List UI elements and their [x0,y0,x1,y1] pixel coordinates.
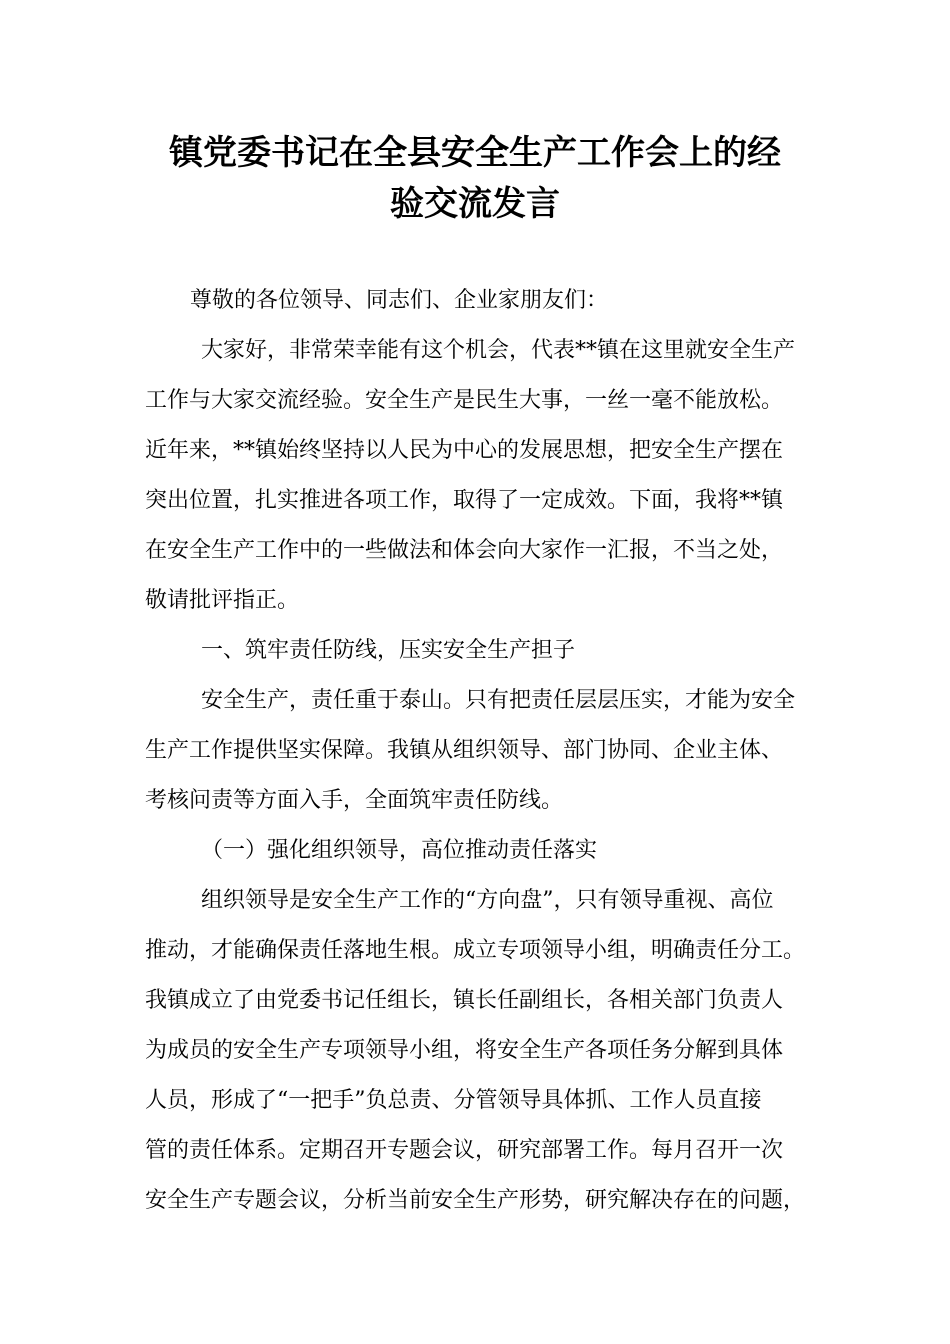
body-line: 考核问责等方面入手，全面筑牢责任防线。 [145,788,564,813]
body-line: 为成员的安全生产专项领导小组，将安全生产各项任务分解到具体 [145,1038,784,1063]
document-title-line-1: 镇党委书记在全县安全生产工作会上的经 [169,133,781,173]
body-line: 安全生产专题会议，分析当前安全生产形势，研究解决存在的问题， [145,1188,806,1213]
body-line: 人员，形成了“一把手”负总责、分管领导具体抓、工作人员直接 [145,1088,762,1113]
body-line: 在安全生产工作中的一些做法和体会向大家作一汇报，不当之处， [145,538,784,563]
body-line: 突出位置，扎实推进各项工作，取得了一定成效。下面，我将**镇 [145,488,784,513]
subsection-heading: （一）强化组织领导，高位推动责任落实 [201,838,598,863]
body-line: 近年来，**镇始终坚持以人民为中心的发展思想，把安全生产摆在 [145,438,784,463]
section-heading: 一、筑牢责任防线，压实安全生产担子 [201,638,576,663]
body-line: 工作与大家交流经验。安全生产是民生大事，一丝一毫不能放松。 [145,388,784,413]
body-line: 生产工作提供坚实保障。我镇从组织领导、部门协同、企业主体、 [145,738,784,763]
body-line: 敬请批评指正。 [145,588,300,613]
body-line: 大家好，非常荣幸能有这个机会，代表**镇在这里就安全生产 [201,338,796,363]
body-line: 组织领导是安全生产工作的“方向盘”，只有领导重视、高位 [201,888,774,913]
body-line: 管的责任体系。定期召开专题会议，研究部署工作。每月召开一次 [145,1138,784,1163]
salutation: 尊敬的各位领导、同志们、企业家朋友们： [190,288,609,313]
body-line: 我镇成立了由党委书记任组长，镇长任副组长，各相关部门负责人 [145,988,784,1013]
body-line: 推动，才能确保责任落地生根。成立专项领导小组，明确责任分工。 [145,938,806,963]
document-title-line-2: 验交流发言 [390,184,560,224]
body-line: 安全生产，责任重于泰山。只有把责任层层压实，才能为安全 [201,688,796,713]
